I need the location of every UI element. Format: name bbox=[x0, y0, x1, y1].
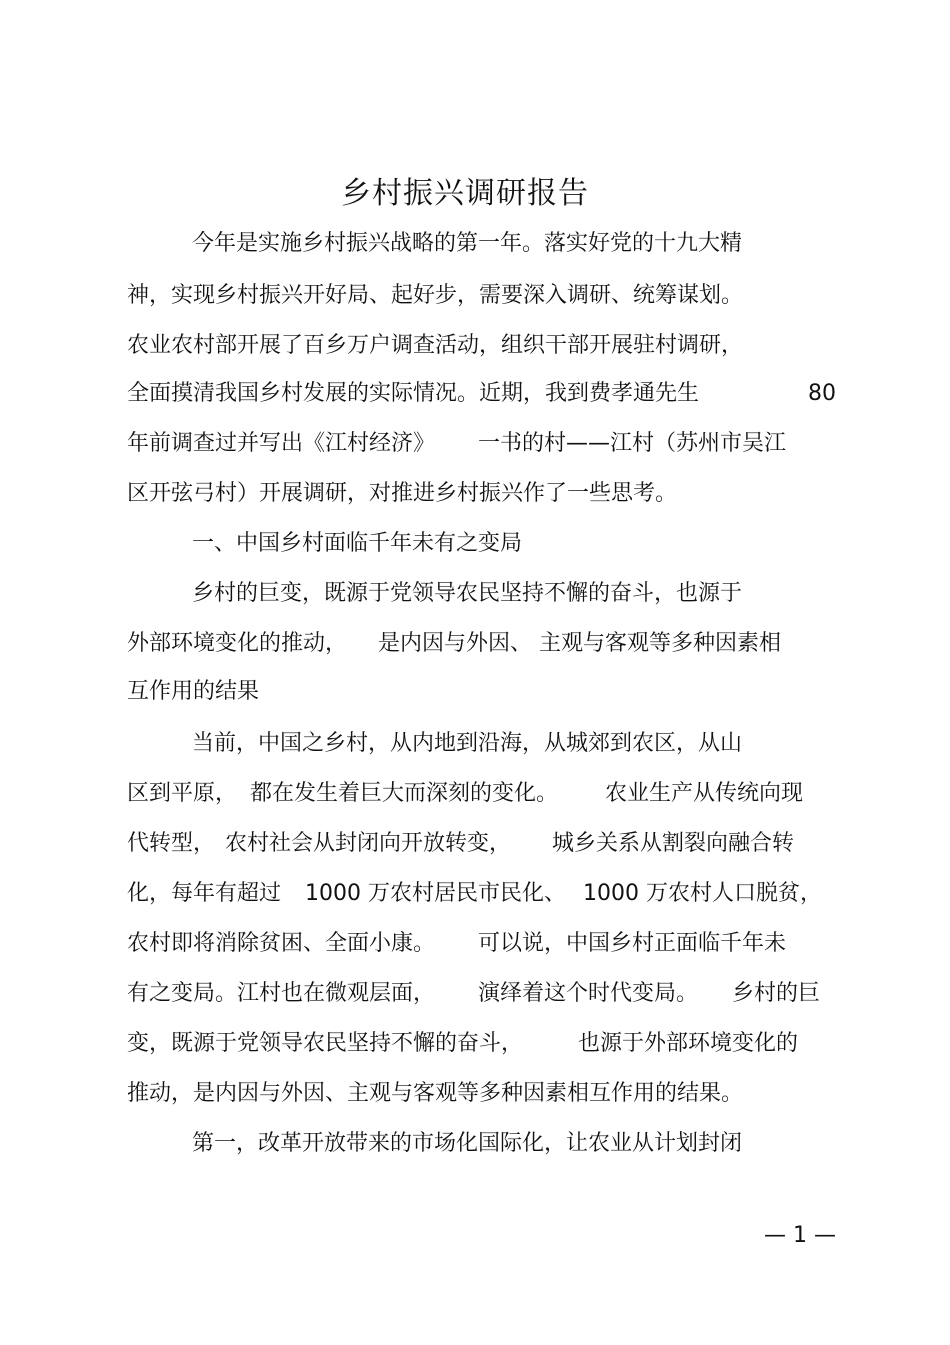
paragraph-line: 第一，改革开放带来的市场化国际化，让农业从计划封闭 bbox=[192, 1131, 743, 1156]
paragraph-line-tail: 80 bbox=[808, 381, 836, 406]
paragraph-line: 农村即将消除贫困、全面小康。 bbox=[127, 931, 436, 956]
paragraph-line-tail: 1000 万农村人口脱贫， bbox=[583, 881, 822, 906]
paragraph-line: 今年是实施乡村振兴战略的第一年。落实好党的十九大精 bbox=[192, 231, 743, 256]
paragraph-line: 推动，是内因与外因、主观与客观等多种因素相互作用的结果。 bbox=[127, 1081, 744, 1106]
paragraph-line-tail: 农业生产从传统向现 bbox=[605, 781, 804, 806]
paragraph-line: 农业农村部开展了百乡万户调查活动，组织干部开展驻村调研， bbox=[127, 333, 744, 358]
paragraph-line: 区开弦弓村）开展调研，对推进乡村振兴作了一些思考。 bbox=[127, 481, 678, 506]
paragraph-line: 年前调查过并写出《江村经济》 bbox=[127, 431, 436, 456]
paragraph-line-tail: 演绎着这个时代变局。 bbox=[478, 981, 699, 1006]
paragraph-line-tail: 农村社会从封闭向开放转变， bbox=[225, 831, 512, 856]
paragraph-line-tail: 是内因与外因、 主观与客观等多种因素相 bbox=[378, 631, 781, 656]
paragraph-line-tail: 城乡关系从割裂向融合转 bbox=[552, 831, 795, 856]
paragraph-line: 化，每年有超过 bbox=[127, 881, 282, 906]
page-number: — 1 — bbox=[764, 1223, 836, 1248]
paragraph-line: 外部环境变化的推动， bbox=[127, 631, 348, 656]
document-title: 乡村振兴调研报告 bbox=[341, 176, 589, 211]
paragraph-line: 全面摸清我国乡村发展的实际情况。近期，我到费孝通先生 bbox=[127, 381, 700, 406]
section-heading: 一、中国乡村面临千年未有之变局 bbox=[192, 531, 523, 556]
paragraph-line-tail: 乡村的巨 bbox=[732, 981, 821, 1006]
paragraph-line: 变，既源于党领导农民坚持不懈的奋斗， bbox=[127, 1031, 524, 1056]
paragraph-line: 有之变局。江村也在微观层面， bbox=[127, 981, 436, 1006]
paragraph-line: 代转型， bbox=[127, 831, 216, 856]
paragraph-line-tail: 可以说，中国乡村正面临千年未 bbox=[478, 931, 787, 956]
paragraph-line-tail: 都在发生着巨大而深刻的变化。 bbox=[250, 781, 559, 806]
paragraph-line: 神，实现乡村振兴开好局、起好步，需要深入调研、统筹谋划。 bbox=[127, 283, 744, 308]
paragraph-line: 当前，中国之乡村，从内地到沿海，从城郊到农区，从山 bbox=[192, 731, 743, 756]
paragraph-line: 区到平原， bbox=[127, 781, 238, 806]
paragraph-line-tail: 1000 万农村居民市民化、 bbox=[305, 881, 566, 906]
paragraph-line: 乡村的巨变，既源于党领导农民坚持不懈的奋斗，也源于 bbox=[192, 581, 743, 606]
paragraph-line: 互作用的结果 bbox=[127, 679, 260, 704]
paragraph-line-tail: 也源于外部环境变化的 bbox=[578, 1031, 799, 1056]
paragraph-line-tail: 一书的村——江村（苏州市吴江 bbox=[478, 431, 787, 456]
